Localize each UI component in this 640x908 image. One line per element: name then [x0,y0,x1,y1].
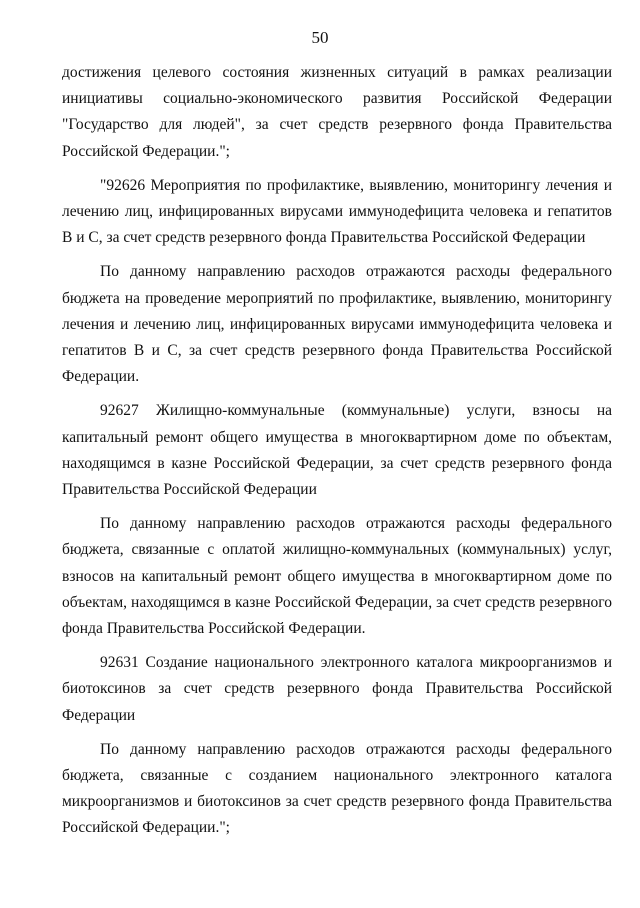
paragraph-92631-description: По данному направлению расходов отражаются расходы федерального бюджета, связанные с созданием национального электронного каталога микроорганизмов и биотоксинов за счет средств резервного фонда Правительства Российской Федерации."; [62,740,612,837]
paragraph-92626-heading: "92626 Мероприятия по профилактике, выявлению, мониторингу лечения и лечению лиц, инфицированных вирусами иммунодефицита человека и гепатитов В и С, за счет средств резервного фонда Правительства Российской Федерации [62,176,612,247]
document-body [62,60,612,850]
page-number: 50 [311,28,329,47]
paragraph-92631-heading: 92631 Создание национального электронного каталога микроорганизмов и биотоксинов за счет средств резервного фонда Правительства Российской Федерации [62,654,612,724]
paragraph-92627-description: По данному направлению расходов отражаются расходы федерального бюджета, связанные с оплатой жилищно-коммунальных (коммунальных) услуг, взносов на капитальный ремонт общего имущества в многоквартирном доме по объектам, находящимся в казне Российской Федерации, за счет средств резервного фонда Правительства Российской Федерации. [62,515,612,638]
paragraph-92627-heading: 92627 Жилищно-коммунальные (коммунальные) услуги, взносы на капитальный ремонт общего имущества в многоквартирном доме по объектам, находящимся в казне Российской Федерации, за счет средств резервного фонда Правительства Российской Федерации [62,402,612,499]
paragraph-continuation: достижения целевого состояния жизненных ситуаций в рамках реализации инициативы социально-экономического развития Российской Федерации "Государство для людей", за счет средств резервного фонда Правительства Российской Федерации."; [62,64,612,160]
paragraph-92626-description: По данному направлению расходов отражаются расходы федерального бюджета на проведение мероприятий по профилактике, выявлению, мониторингу лечения и лечению лиц, инфицированных вирусами иммунодефицита человека и гепатитов В и С, за счет средств резервного фонда Правительства Российской Федерации. [62,263,612,386]
